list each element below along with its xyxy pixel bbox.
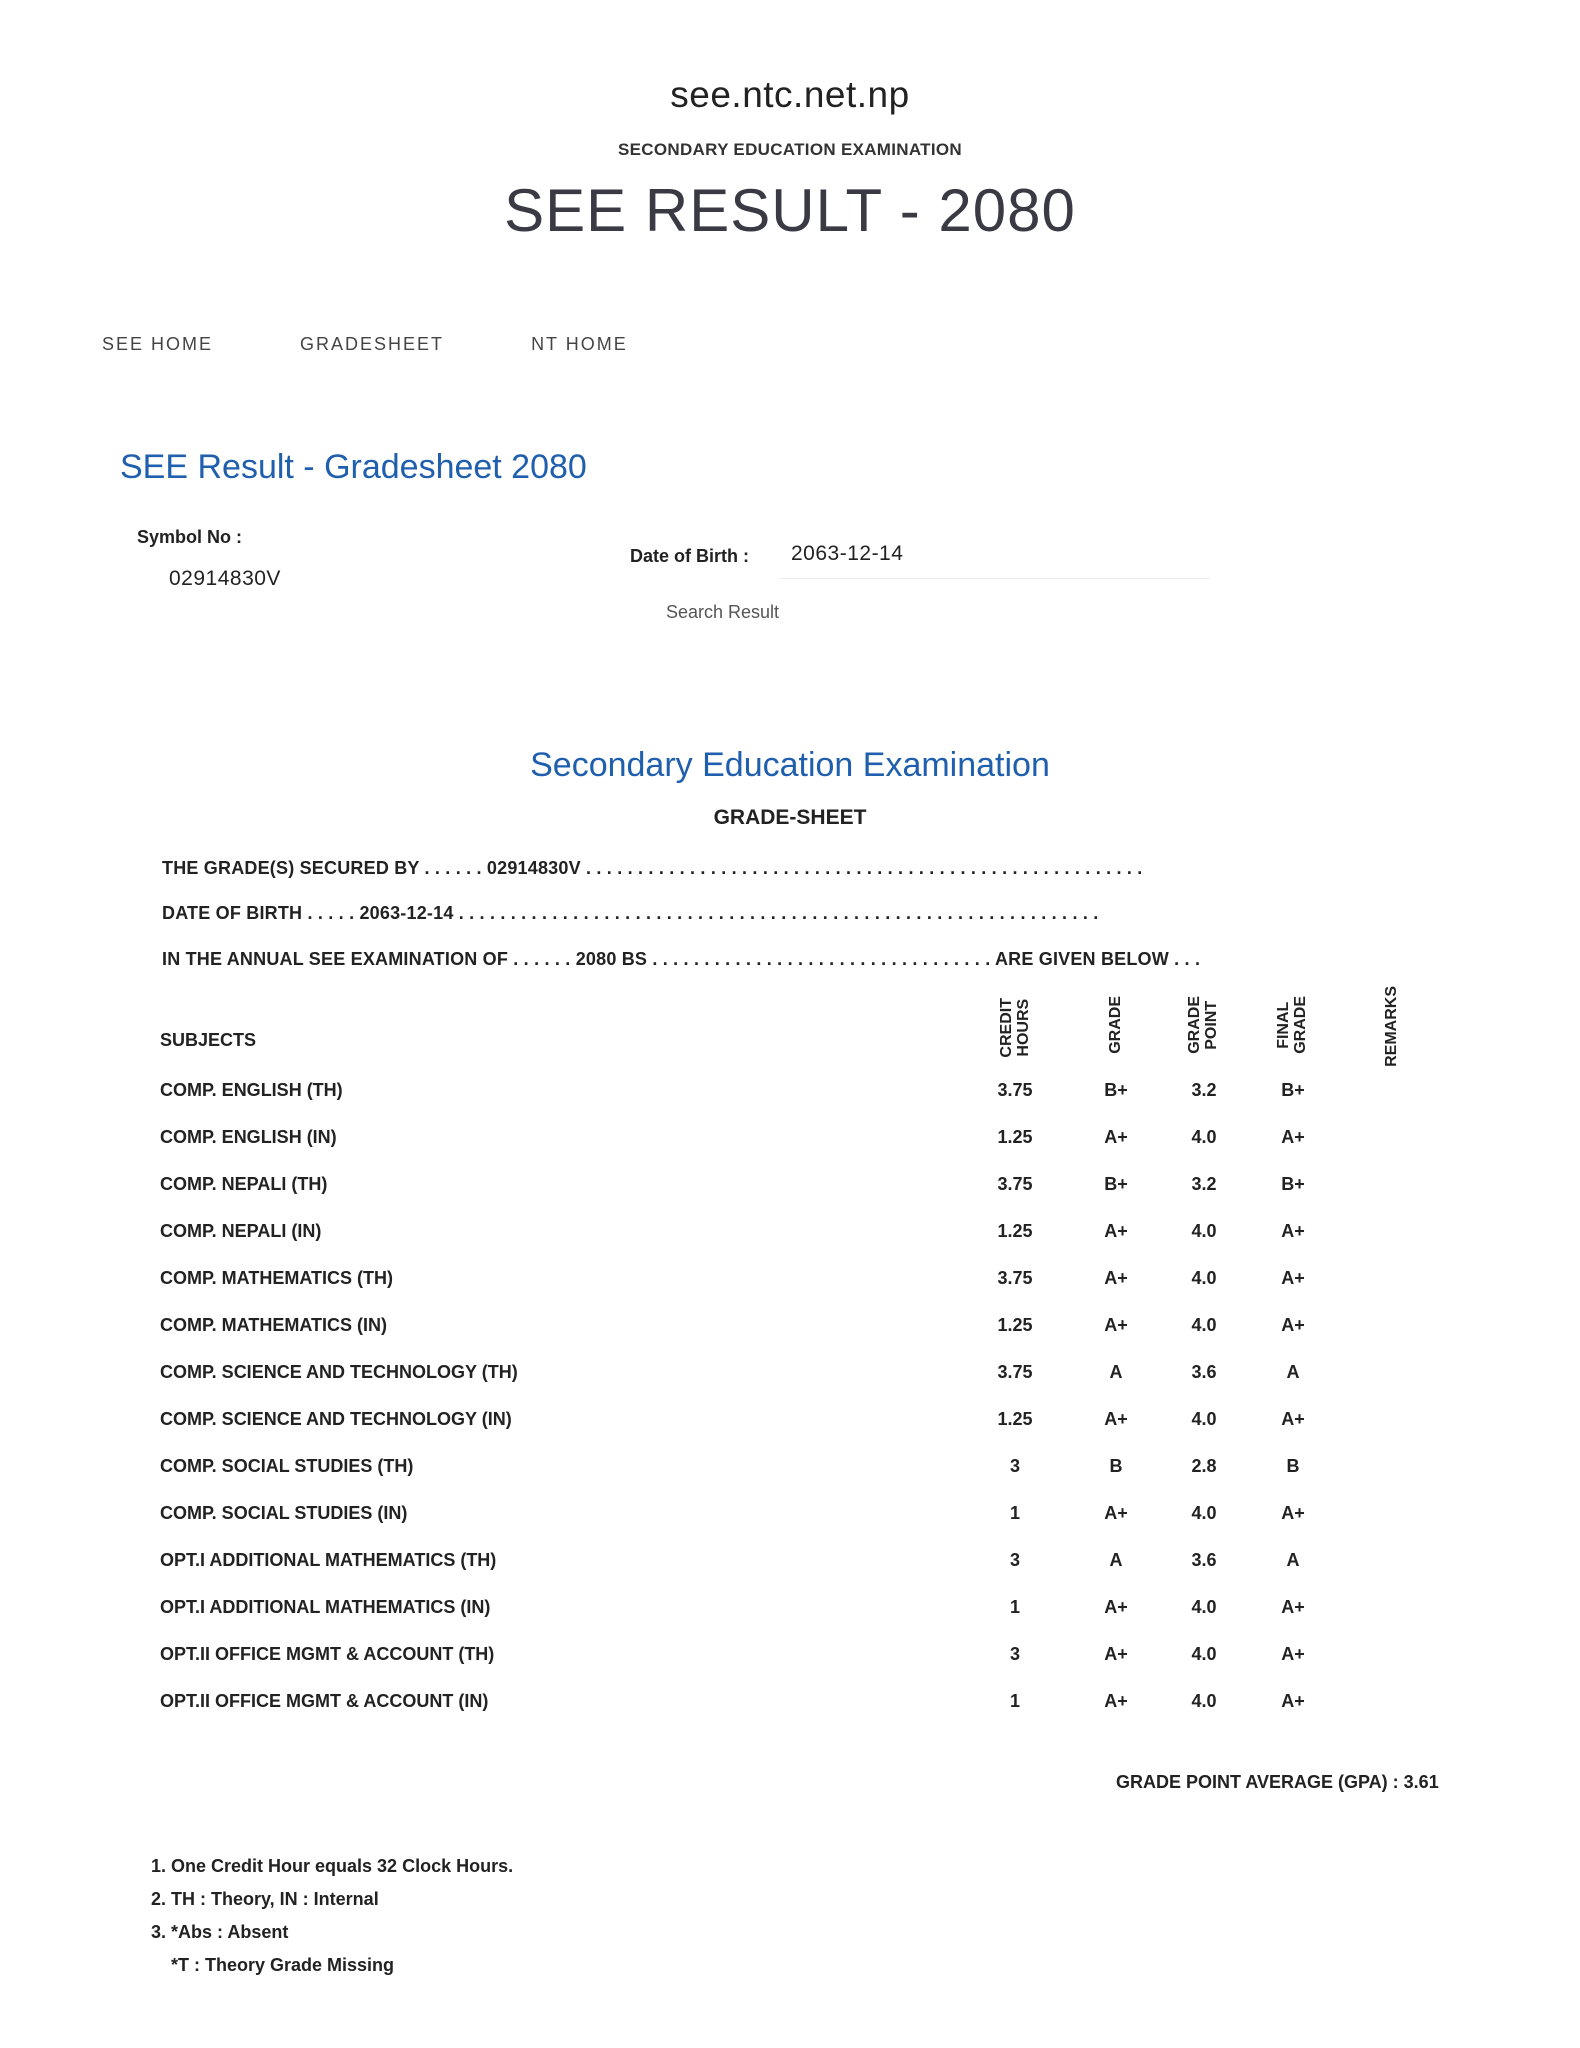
grade-cell: B (1109, 1456, 1123, 1476)
grade-cell: A (1109, 1550, 1123, 1570)
credit-hours-cell: 3 (1009, 1456, 1020, 1476)
gradesheet-subheading: GRADE-SHEET (713, 806, 867, 829)
final-grade-cell: A+ (1281, 1315, 1305, 1335)
credit-hours-cell: 1 (1009, 1597, 1020, 1617)
credit-hours-cell: 1 (1009, 1503, 1020, 1523)
subject-cell: COMP. NEPALI (IN) (160, 1221, 322, 1241)
credit-hours-cell: 1.25 (997, 1409, 1033, 1429)
table-row (0, 1080, 1580, 1110)
table-row (0, 1315, 1580, 1345)
final-grade-cell: A (1286, 1362, 1300, 1382)
subject-cell: COMP. MATHEMATICS (IN) (160, 1315, 387, 1335)
grade-point-cell: 4.0 (1191, 1268, 1217, 1288)
top-nav (102, 334, 628, 355)
gradesheet-heading: Secondary Education Examination (530, 746, 1050, 784)
grade-cell: B+ (1104, 1174, 1128, 1194)
grade-point-cell: 4.0 (1191, 1597, 1217, 1617)
final-grade-cell: A+ (1281, 1268, 1305, 1288)
credit-hours-cell: 3.75 (997, 1362, 1033, 1382)
grade-cell: A (1109, 1362, 1123, 1382)
subject-cell: COMP. SCIENCE AND TECHNOLOGY (IN) (160, 1409, 512, 1429)
col-credit-hours: CREDIT HOURS (998, 998, 1032, 1058)
grade-cell: A+ (1104, 1597, 1128, 1617)
exam-tagline: SECONDARY EDUCATION EXAMINATION (618, 140, 962, 159)
footnote: 2. TH : Theory, IN : Internal (151, 1889, 379, 1909)
final-grade-cell: A+ (1281, 1503, 1305, 1523)
table-row (0, 1268, 1580, 1298)
footnote: 1. One Credit Hour equals 32 Clock Hours. (151, 1856, 514, 1876)
col-subjects: SUBJECTS (160, 1030, 257, 1050)
table-row (0, 1409, 1580, 1439)
symbol-no-input[interactable]: 02914830V (169, 567, 281, 590)
credit-hours-cell: 1.25 (997, 1221, 1033, 1241)
subject-cell: COMP. MATHEMATICS (TH) (160, 1268, 393, 1288)
credit-hours-cell: 3.75 (997, 1268, 1033, 1288)
grade-point-cell: 4.0 (1191, 1315, 1217, 1335)
grade-cell: A+ (1104, 1268, 1128, 1288)
table-row (0, 1221, 1580, 1251)
credit-hours-cell: 1.25 (997, 1315, 1033, 1335)
subject-cell: OPT.I ADDITIONAL MATHEMATICS (IN) (160, 1597, 491, 1617)
grade-cell: A+ (1104, 1644, 1128, 1664)
final-grade-cell: A+ (1281, 1221, 1305, 1241)
grade-cell: A+ (1104, 1503, 1128, 1523)
page-title: SEE RESULT - 2080 (504, 177, 1076, 244)
credit-hours-cell: 1 (1009, 1691, 1020, 1711)
credit-hours-cell: 3 (1009, 1550, 1020, 1570)
table-row (0, 1456, 1580, 1486)
col-final-grade: FINAL GRADE (1275, 996, 1309, 1054)
footnote: *T : Theory Grade Missing (171, 1955, 395, 1975)
credit-hours-cell: 1.25 (997, 1127, 1033, 1147)
site-domain: see.ntc.net.np (670, 74, 910, 115)
final-grade-cell: B+ (1281, 1080, 1305, 1100)
subject-cell: COMP. ENGLISH (IN) (160, 1127, 337, 1147)
credit-hours-cell: 3 (1009, 1644, 1020, 1664)
grade-point-cell: 3.6 (1191, 1550, 1217, 1570)
grade-point-cell: 3.2 (1191, 1174, 1217, 1194)
final-grade-cell: B+ (1281, 1174, 1305, 1194)
col-grade-point: GRADE POINT (1186, 996, 1220, 1054)
search-result-button[interactable]: Search Result (666, 602, 780, 622)
table-row (0, 1127, 1580, 1157)
col-remarks: REMARKS (1383, 986, 1400, 1067)
grade-point-cell: 4.0 (1191, 1503, 1217, 1523)
credit-hours-cell: 3.75 (997, 1174, 1033, 1194)
grade-cell: A+ (1104, 1221, 1128, 1241)
table-row (0, 1644, 1580, 1674)
table-row (0, 1691, 1580, 1721)
symbol-no-label: Symbol No : (137, 527, 243, 547)
nav-gradesheet[interactable]: GRADESHEET (300, 334, 445, 354)
grade-cell: A+ (1104, 1691, 1128, 1711)
grade-point-cell: 4.0 (1191, 1409, 1217, 1429)
grade-point-cell: 4.0 (1191, 1127, 1217, 1147)
grade-cell: A+ (1104, 1409, 1128, 1429)
subject-cell: COMP. SCIENCE AND TECHNOLOGY (TH) (160, 1362, 518, 1382)
table-row (0, 1597, 1580, 1627)
subject-cell: COMP. NEPALI (TH) (160, 1174, 328, 1194)
grade-cell: B+ (1104, 1080, 1128, 1100)
grade-point-cell: 2.8 (1191, 1456, 1217, 1476)
grade-cell: A+ (1104, 1315, 1128, 1335)
subject-cell: OPT.II OFFICE MGMT & ACCOUNT (TH) (160, 1644, 495, 1664)
dob-label: Date of Birth : (630, 546, 749, 566)
dob-line: DATE OF BIRTH . . . . . 2063-12-14 . . . . . . . . . . . . . . . . . . . . . . . . . . . . . . . . . . . . . . . . . . . . . . . . . . . . . . . . . . . . . . (162, 903, 1099, 923)
grade-point-cell: 4.0 (1191, 1644, 1217, 1664)
final-grade-cell: A+ (1281, 1691, 1305, 1711)
final-grade-cell: A+ (1281, 1597, 1305, 1617)
gpa-summary: GRADE POINT AVERAGE (GPA) : 3.61 (1116, 1772, 1439, 1792)
final-grade-cell: B (1286, 1456, 1300, 1476)
table-row (0, 1550, 1580, 1580)
footnote: 3. *Abs : Absent (151, 1922, 289, 1942)
grade-point-cell: 3.2 (1191, 1080, 1217, 1100)
secured-by-line: THE GRADE(S) SECURED BY . . . . . . 02914830V . . . . . . . . . . . . . . . . . . . . . . . . . . . . . . . . . . . . . . . . . . . . . . . . . . . . . . (162, 858, 1143, 878)
final-grade-cell: A+ (1281, 1409, 1305, 1429)
final-grade-cell: A+ (1281, 1644, 1305, 1664)
table-row (0, 1362, 1580, 1392)
grade-cell: A+ (1104, 1127, 1128, 1147)
table-row (0, 1503, 1580, 1533)
final-grade-cell: A (1286, 1550, 1300, 1570)
nav-nt-home[interactable]: NT HOME (531, 334, 628, 354)
subject-cell: OPT.II OFFICE MGMT & ACCOUNT (IN) (160, 1691, 489, 1711)
grade-point-cell: 4.0 (1191, 1221, 1217, 1241)
grade-point-cell: 4.0 (1191, 1691, 1217, 1711)
table-row (0, 1174, 1580, 1204)
col-grade: GRADE (1107, 996, 1124, 1054)
gradesheet-section-title: SEE Result - Gradesheet 2080 (120, 448, 587, 486)
exam-year-line: IN THE ANNUAL SEE EXAMINATION OF . . . . . . 2080 BS . . . . . . . . . . . . . . . . . . . . . . . . . . . . . . . . . ARE GIVEN BELOW . . . (162, 949, 1201, 969)
subject-cell: OPT.I ADDITIONAL MATHEMATICS (TH) (160, 1550, 497, 1570)
credit-hours-cell: 3.75 (997, 1080, 1033, 1100)
subject-cell: COMP. ENGLISH (TH) (160, 1080, 343, 1100)
nav-see-home[interactable]: SEE HOME (102, 334, 214, 354)
grade-point-cell: 3.6 (1191, 1362, 1217, 1382)
subject-cell: COMP. SOCIAL STUDIES (IN) (160, 1503, 408, 1523)
subject-cell: COMP. SOCIAL STUDIES (TH) (160, 1456, 414, 1476)
footnotes (151, 1850, 513, 1982)
dob-input-underline (780, 578, 1210, 579)
final-grade-cell: A+ (1281, 1127, 1305, 1147)
dob-input[interactable]: 2063-12-14 (791, 542, 904, 565)
